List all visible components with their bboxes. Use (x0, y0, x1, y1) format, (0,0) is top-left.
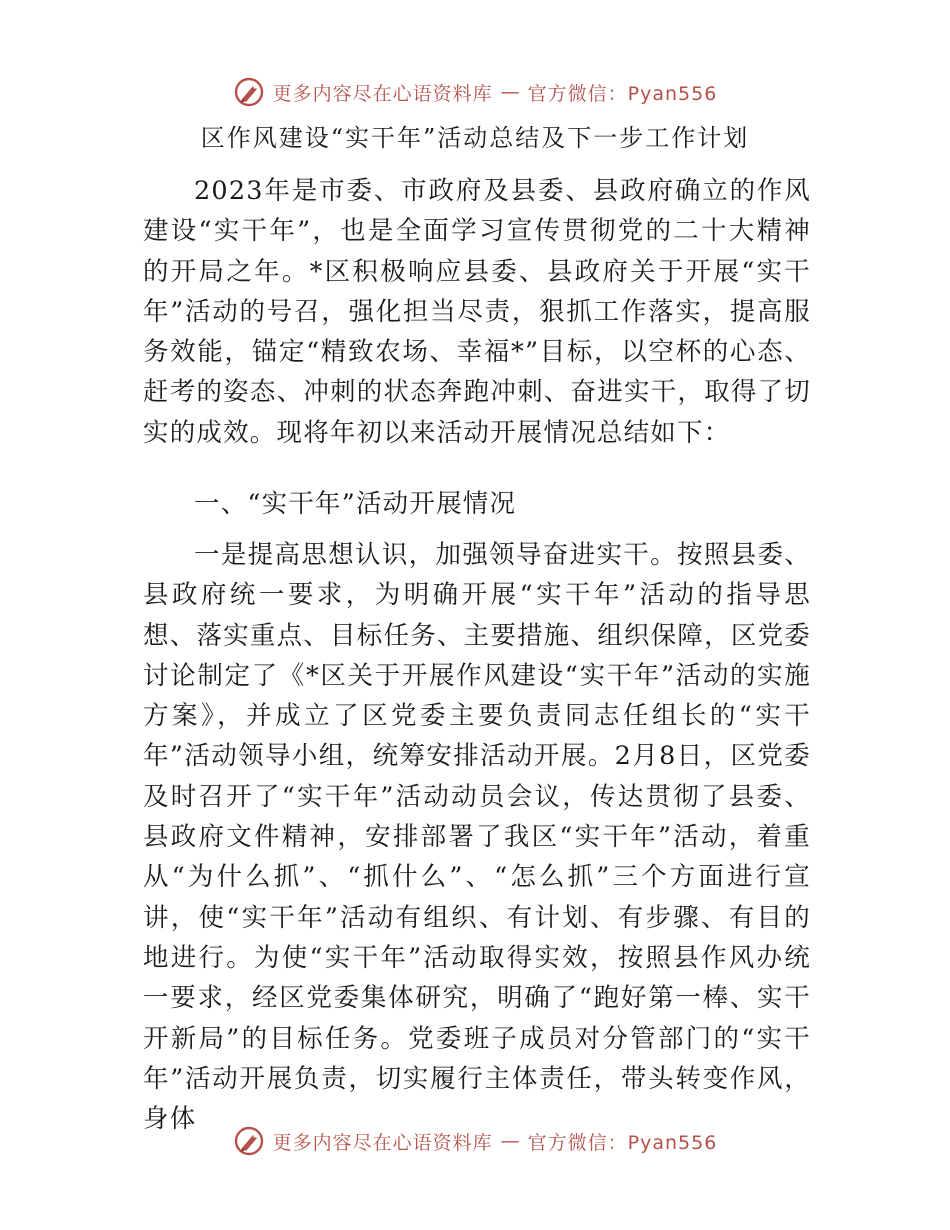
paragraph-body: 一是提高思想认识，加强领导奋进实干。按照县委、县政府统一要求，为明确开展“实干年”活动的指导思想、落实重点、目标任务、主要措施、组织保障，区党委讨论制定了《*区关于开展作风建设“实干年”活动的实施方案》，并成立了区党委主要负责同志任组长的“实干年”活动领导小组，统筹安排活动开展。2月8日，区党委及时召开了“实干年”活动动员会议，传达贯彻了县委、县政府文件精神，安排部署了我区“实干年”活动，着重从“为什么抓”、“抓什么”、“怎么抓”三个方面进行宣讲，使“实干年”活动有组织、有计划、有步骤、有目的地进行。为使“实干年”活动取得实效，按照县作风办统一要求，经区党委集体研究，明确了“跑好第一棒、实干开新局”的目标任务。党委班子成员对分管部门的“实干年”活动开展负责，切实履行主体责任，带头转变作风，身体 (143, 540, 811, 1135)
section-heading: 一、“实干年”活动开展情况 (194, 489, 517, 519)
document-title: 区作风建设“实干年”活动总结及下一步工作计划 (200, 124, 750, 152)
watermark-text: 更多内容尽在心语资料库 (272, 82, 493, 105)
watermark-separator: — (500, 1130, 520, 1152)
watermark-separator: — (500, 81, 520, 103)
watermark-suffix: 官方微信：Pyan556 (527, 82, 718, 105)
watermark-header (0, 72, 950, 112)
watermark-footer (0, 1121, 950, 1161)
watermark-suffix: 官方微信：Pyan556 (527, 1131, 718, 1154)
pen-logo-icon (233, 76, 265, 108)
pen-logo-icon (233, 1125, 265, 1157)
paragraph-intro: 2023年是市委、市政府及县委、县政府确立的作风建设“实干年”，也是全面学习宣传贯彻党的二十大精神的开局之年。*区积极响应县委、县政府关于开展“实干年”活动的号召，强化担当尽责，狠抓工作落实，提高服务效能，锚定“精致农场、幸福*”目标，以空杯的心态、赶考的姿态、冲刺的状态奔跑冲刺、奋进实干，取得了切实的成效。现将年初以来活动开展情况总结如下： (143, 176, 811, 448)
watermark-text: 更多内容尽在心语资料库 (272, 1131, 493, 1154)
